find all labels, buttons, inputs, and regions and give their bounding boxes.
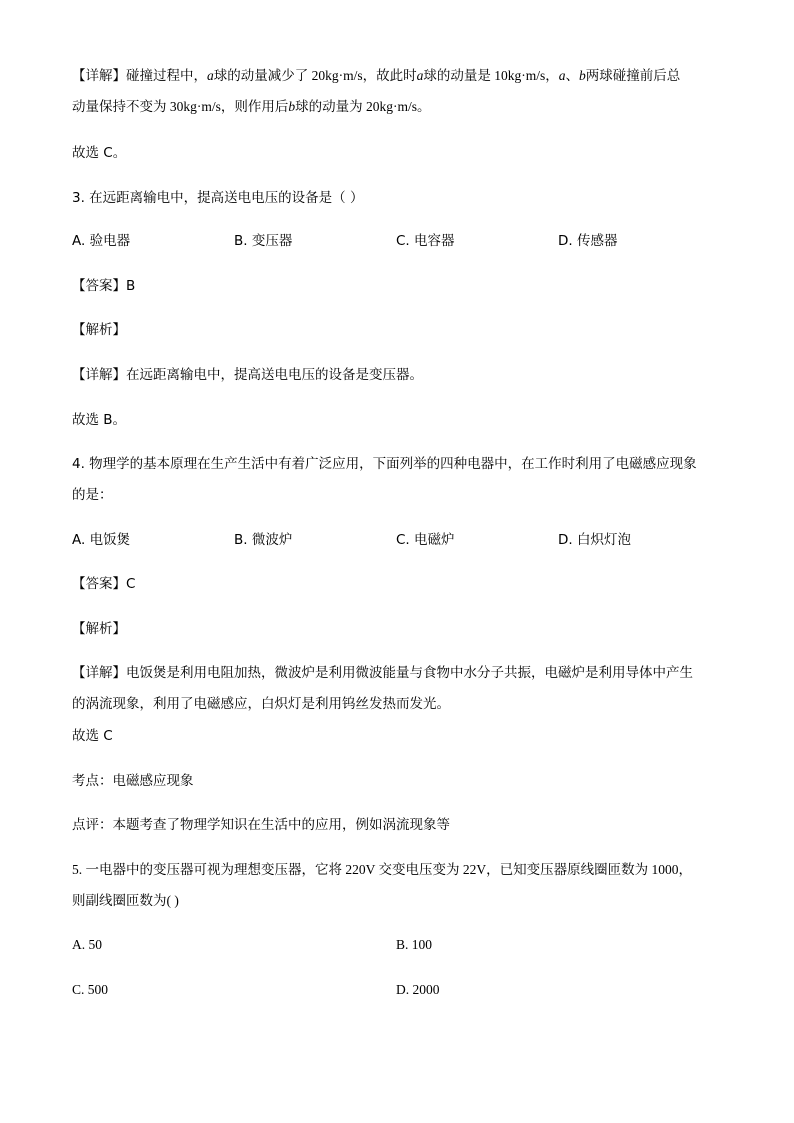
q3-answer: 【答案】B (72, 278, 136, 294)
detail-tag: 【详解】 (72, 68, 126, 84)
text-segment: 动量保持不变为 30kg·m/s，则作用后 (72, 99, 289, 114)
q4-dianping: 点评：本题考查了物理学知识在生活中的应用，例如涡流现象等 (72, 817, 450, 833)
q4-analysis: 【解析】 (72, 621, 126, 637)
q3-option-d: D. 传感器 (558, 233, 618, 249)
q4-option-b: B. 微波炉 (234, 532, 293, 548)
q5-option-d: D. 2000 (396, 982, 440, 997)
text-segment: 球的动量为 20kg·m/s。 (295, 99, 431, 114)
q4-answer: 【答案】C (72, 576, 136, 592)
text-segment: 球的动量减少了 20kg·m/s，故此时 (213, 68, 417, 83)
variable-b: b (288, 99, 296, 114)
q5-stem-line-2: 则副线圈匝数为( ) (72, 893, 179, 908)
q3-stem: 3. 在远距离输电中，提高送电电压的设备是（ ） (72, 190, 364, 206)
text-segment: 两球碰撞前后总 (585, 68, 681, 84)
q4-stem-line-2: 的是： (72, 487, 113, 503)
variable-a: a (207, 68, 214, 83)
variable-a: a (558, 68, 566, 83)
q4-kaodian: 考点：电磁感应现象 (72, 773, 194, 789)
q2-detail-line-2 (72, 97, 431, 117)
q4-option-c: C. 电磁炉 (396, 532, 455, 548)
q4-choose: 故选 C (72, 728, 113, 744)
q5-stem-line-1: 5. 一电器中的变压器可视为理想变压器，它将 220V 交变电压变为 22V，已知变压器原线圈匝数为 1000， (72, 862, 693, 877)
q4-detail-line-2: 的涡流现象，利用了电磁感应，白炽灯是利用钨丝发热而发光。 (72, 696, 450, 712)
q5-option-a: A. 50 (72, 937, 102, 952)
q4-stem-line-1: 4. 物理学的基本原理在生产生活中有着广泛应用，下面列举的四种电器中，在工作时利用了电磁感应现象 (72, 456, 697, 472)
variable-a: a (416, 68, 424, 83)
q3-analysis: 【解析】 (72, 322, 126, 338)
q5-option-b: B. 100 (396, 937, 433, 952)
variable-b: b (579, 68, 586, 83)
q4-option-d: D. 白炽灯泡 (558, 532, 631, 548)
q5-option-c: C. 500 (72, 982, 109, 997)
q4-detail-line-1: 【详解】电饭煲是利用电阻加热，微波炉是利用微波能量与食物中水分子共振，电磁炉是利用导体中产生 (72, 665, 693, 681)
q2-choose: 故选 C。 (72, 145, 127, 161)
q3-detail: 【详解】在远距离输电中，提高送电电压的设备是变压器。 (72, 367, 423, 383)
q3-option-c: C. 电容器 (396, 233, 455, 249)
q3-option-a: A. 验电器 (72, 233, 131, 249)
q3-choose: 故选 B。 (72, 412, 127, 428)
q4-option-a: A. 电饭煲 (72, 532, 131, 548)
text-segment: 、 (565, 68, 580, 84)
text-segment: 碰撞过程中， (126, 68, 207, 84)
q2-detail-line-1 (72, 66, 680, 86)
q3-option-b: B. 变压器 (234, 233, 293, 249)
text-segment: 球的动量是 10kg·m/s， (423, 68, 559, 83)
